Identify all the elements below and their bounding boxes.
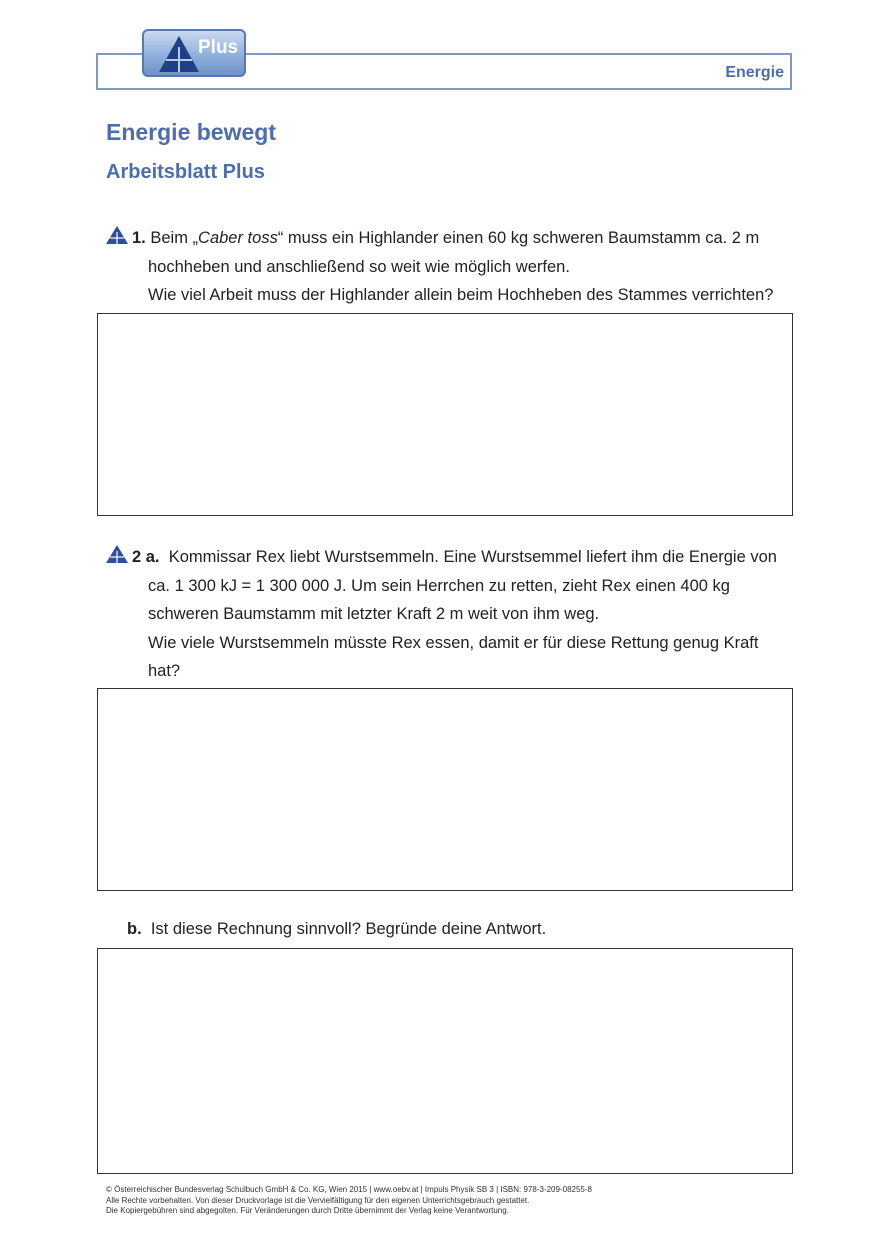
task-text: “ muss ein Highlander einen 60 kg schweren Baumstamm ca. 2 m [277, 229, 760, 247]
task-text: hat? [148, 662, 181, 680]
answer-box-1[interactable] [97, 313, 793, 516]
difficulty-triangle-icon [106, 545, 128, 563]
triangle-logo-icon [158, 35, 200, 73]
task-number: 1. [132, 229, 146, 247]
task-number: 2 a. [132, 548, 160, 566]
task-text: schweren Baumstamm mit letzter Kraft 2 m weit von ihm weg. [148, 605, 600, 623]
task-text: Beim „ [150, 229, 199, 247]
task-text: Wie viel Arbeit muss der Highlander allein beim Hochheben des Stammes verrichten? [148, 286, 774, 304]
page-subtitle: Arbeitsblatt Plus [106, 161, 265, 183]
task-number: b. [127, 920, 142, 938]
answer-box-2a[interactable] [97, 688, 793, 891]
footer-line: © Österreichischer Bundesverlag Schulbuch GmbH & Co. KG, Wien 2015 | www.oebv.at | Impuls Physik SB 3 | ISBN: 978-3-209-08255-8 [106, 1185, 592, 1194]
task-text: Ist diese Rechnung sinnvoll? Begründe deine Antwort. [150, 920, 547, 938]
task-1 [132, 224, 792, 310]
plus-logo [142, 29, 246, 77]
answer-box-2b[interactable] [97, 948, 793, 1174]
footer-line: Die Kopiergebühren sind abgegolten. Für Veränderungen durch Dritte übernimmt der Verlag keine Verantwortung. [106, 1206, 509, 1215]
task-2b [127, 915, 787, 944]
task-text: Kommissar Rex liebt Wurstsemmeln. Eine Wurstsemmel liefert ihm die Energie von [168, 548, 777, 566]
footer-line: Alle Rechte vorbehalten. Von dieser Druckvorlage ist die Vervielfältigung für den eigenen Unterrichtsgebrauch gestattet. [106, 1195, 530, 1205]
task-text: hochheben und anschließend so weit wie möglich werfen. [148, 257, 570, 276]
header-topic: Energie [725, 64, 784, 81]
task-text: ca. 1 300 kJ = 1 300 000 J. Um sein Herrchen zu retten, zieht Rex einen 400 kg [148, 576, 730, 595]
difficulty-triangle-icon [106, 226, 128, 244]
task-text-italic: Caber toss [198, 229, 278, 247]
copyright-footer [106, 1185, 806, 1217]
logo-text: Plus [198, 37, 239, 58]
task-2a [132, 543, 792, 686]
page-title: Energie bewegt [106, 119, 276, 145]
task-text: Wie viele Wurstsemmeln müsste Rex essen, damit er für diese Rettung genug Kraft [148, 633, 759, 652]
